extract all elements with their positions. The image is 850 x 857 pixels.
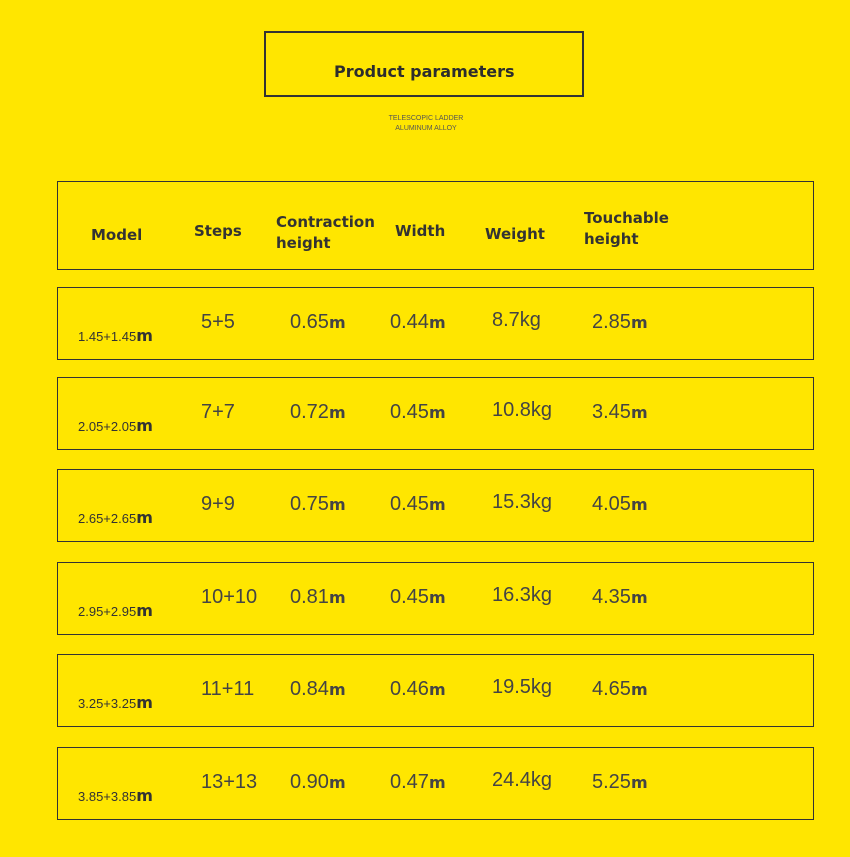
cell-width-value: 0.45 bbox=[390, 401, 429, 423]
cell-width-value: 0.46 bbox=[390, 678, 429, 700]
cell-contraction bbox=[290, 311, 346, 334]
cell-weight-value: 10.8kg bbox=[492, 399, 553, 421]
cell-width bbox=[390, 401, 446, 424]
unit-label: m bbox=[136, 693, 153, 712]
cell-steps bbox=[201, 493, 235, 516]
header-touchable-height bbox=[584, 208, 669, 250]
unit-label: m bbox=[630, 403, 648, 422]
cell-width bbox=[390, 586, 446, 609]
cell-touchable bbox=[592, 311, 648, 334]
cell-model-value: 3.85+3.85 bbox=[78, 789, 137, 804]
cell-touchable bbox=[592, 771, 648, 794]
cell-model-value: 1.45+1.45 bbox=[78, 329, 137, 344]
subtitle-line-2: ALUMINUM ALLOY bbox=[395, 125, 457, 132]
unit-label: m bbox=[328, 403, 346, 422]
unit-label: m bbox=[428, 773, 446, 792]
cell-steps bbox=[201, 771, 257, 794]
table-row bbox=[57, 287, 814, 360]
unit-label: m bbox=[428, 680, 446, 699]
header-contraction-line-1: Contraction bbox=[276, 213, 375, 231]
cell-steps bbox=[201, 678, 254, 701]
header-width: Width bbox=[395, 222, 446, 240]
unit-label: m bbox=[136, 601, 153, 620]
cell-steps bbox=[201, 311, 235, 334]
table-row bbox=[57, 654, 814, 727]
cell-touchable bbox=[592, 493, 648, 516]
cell-weight bbox=[492, 399, 552, 422]
cell-width-value: 0.44 bbox=[390, 311, 429, 333]
cell-weight bbox=[492, 584, 552, 607]
unit-label: m bbox=[630, 773, 648, 792]
cell-steps bbox=[201, 586, 257, 609]
cell-width-value: 0.45 bbox=[390, 493, 429, 515]
cell-contraction-value: 0.90 bbox=[290, 771, 329, 793]
cell-touchable-value: 5.25 bbox=[592, 771, 631, 793]
unit-label: m bbox=[630, 495, 648, 514]
header-contraction-height bbox=[276, 212, 375, 254]
cell-width-value: 0.47 bbox=[390, 771, 429, 793]
unit-label: m bbox=[428, 588, 446, 607]
unit-label: m bbox=[428, 403, 446, 422]
cell-touchable-value: 2.85 bbox=[592, 311, 631, 333]
cell-weight-value: 15.3kg bbox=[492, 491, 553, 513]
cell-weight-value: 8.7kg bbox=[492, 309, 541, 331]
unit-label: m bbox=[328, 313, 346, 332]
unit-label: m bbox=[328, 588, 346, 607]
unit-label: m bbox=[136, 326, 153, 345]
unit-label: m bbox=[328, 773, 346, 792]
cell-touchable-value: 3.45 bbox=[592, 401, 631, 423]
unit-label: m bbox=[136, 416, 153, 435]
header-touchable-line-1: Touchable bbox=[584, 209, 669, 227]
unit-label: m bbox=[630, 680, 648, 699]
cell-width bbox=[390, 771, 446, 794]
cell-contraction-value: 0.72 bbox=[290, 401, 329, 423]
table-header-row bbox=[57, 181, 814, 270]
cell-weight bbox=[492, 769, 552, 792]
cell-width bbox=[390, 311, 446, 334]
cell-touchable-value: 4.35 bbox=[592, 586, 631, 608]
cell-touchable-value: 4.65 bbox=[592, 678, 631, 700]
cell-contraction-value: 0.65 bbox=[290, 311, 329, 333]
cell-weight-value: 16.3kg bbox=[492, 584, 553, 606]
header-steps: Steps bbox=[194, 222, 242, 240]
cell-contraction-value: 0.75 bbox=[290, 493, 329, 515]
cell-steps-value: 9+9 bbox=[201, 493, 235, 515]
cell-width-value: 0.45 bbox=[390, 586, 429, 608]
unit-label: m bbox=[428, 313, 446, 332]
subtitle-line-1: TELESCOPIC LADDER bbox=[388, 115, 464, 122]
header-touchable-line-2: height bbox=[584, 230, 639, 248]
cell-steps bbox=[201, 401, 235, 424]
cell-steps-value: 7+7 bbox=[201, 401, 235, 423]
subtitle bbox=[360, 114, 492, 134]
cell-model-value: 2.95+2.95 bbox=[78, 604, 137, 619]
cell-model bbox=[78, 693, 153, 712]
cell-model bbox=[78, 416, 153, 435]
unit-label: m bbox=[328, 495, 346, 514]
cell-touchable bbox=[592, 401, 648, 424]
cell-steps-value: 13+13 bbox=[201, 771, 258, 793]
cell-model-value: 3.25+3.25 bbox=[78, 696, 137, 711]
table-row bbox=[57, 562, 814, 635]
cell-touchable bbox=[592, 586, 648, 609]
cell-contraction bbox=[290, 678, 346, 701]
table-row bbox=[57, 469, 814, 542]
cell-steps-value: 5+5 bbox=[201, 311, 235, 333]
cell-model bbox=[78, 786, 153, 805]
cell-contraction bbox=[290, 586, 346, 609]
cell-width bbox=[390, 493, 446, 516]
unit-label: m bbox=[428, 495, 446, 514]
unit-label: m bbox=[630, 313, 648, 332]
unit-label: m bbox=[630, 588, 648, 607]
unit-label: m bbox=[328, 680, 346, 699]
cell-weight bbox=[492, 676, 552, 699]
cell-model-value: 2.65+2.65 bbox=[78, 511, 137, 526]
cell-touchable bbox=[592, 678, 648, 701]
cell-model bbox=[78, 508, 153, 527]
page-title: Product parameters bbox=[334, 62, 515, 81]
cell-contraction-value: 0.81 bbox=[290, 586, 329, 608]
cell-steps-value: 10+10 bbox=[201, 586, 258, 608]
header-model: Model bbox=[91, 226, 143, 244]
cell-contraction bbox=[290, 771, 346, 794]
cell-model-value: 2.05+2.05 bbox=[78, 419, 137, 434]
cell-contraction bbox=[290, 401, 346, 424]
cell-contraction-value: 0.84 bbox=[290, 678, 329, 700]
cell-steps-value: 11+11 bbox=[201, 678, 255, 700]
cell-weight-value: 19.5kg bbox=[492, 676, 553, 698]
header-weight: Weight bbox=[485, 225, 545, 243]
cell-touchable-value: 4.05 bbox=[592, 493, 631, 515]
header-contraction-line-2: height bbox=[276, 234, 331, 252]
unit-label: m bbox=[136, 786, 153, 805]
unit-label: m bbox=[136, 508, 153, 527]
cell-model bbox=[78, 601, 153, 620]
table-row bbox=[57, 377, 814, 450]
cell-model bbox=[78, 326, 153, 345]
cell-weight-value: 24.4kg bbox=[492, 769, 553, 791]
cell-weight bbox=[492, 491, 552, 514]
cell-contraction bbox=[290, 493, 346, 516]
cell-weight bbox=[492, 309, 541, 332]
cell-width bbox=[390, 678, 446, 701]
table-row bbox=[57, 747, 814, 820]
